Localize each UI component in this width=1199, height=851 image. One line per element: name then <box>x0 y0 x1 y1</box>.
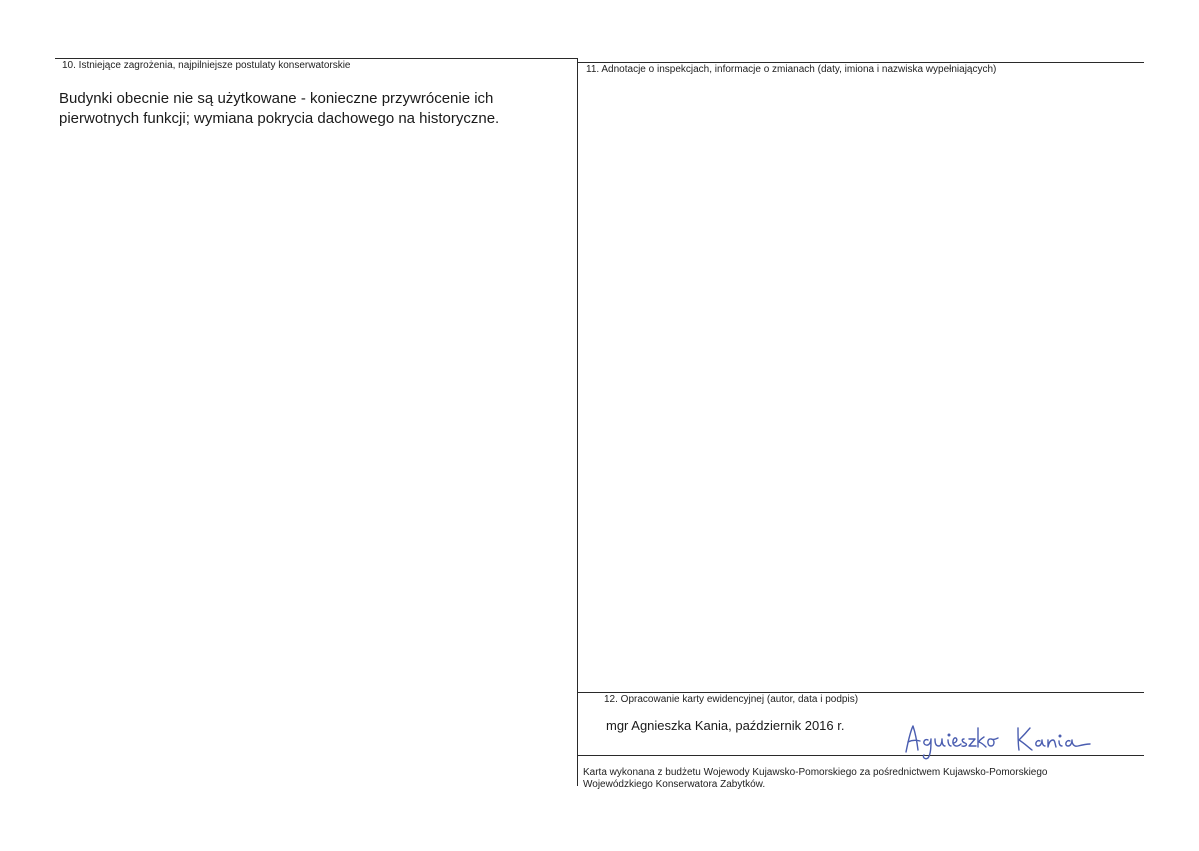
author-line: mgr Agnieszka Kania, październik 2016 r. <box>606 718 845 733</box>
handwritten-signature <box>898 722 1098 762</box>
section10-content-line1: Budynki obecnie nie są użytkowane - konieczne przywrócenie ich <box>59 90 494 107</box>
section10-content-line2: pierwotnych funkcji; wymiana pokrycia dachowego na historyczne. <box>59 110 500 127</box>
section11-label: 11. Adnotacje o inspekcjach, informacje o zmianach (daty, imiona i nazwiska wypełniających) <box>586 64 997 75</box>
funding-note-line1: Karta wykonana z budżetu Wojewody Kujawsko-Pomorskiego za pośrednictwem Kujawsko-Pomorskiego <box>583 767 1048 778</box>
section10-label: 10. Istniejące zagrożenia, najpilniejsze postulaty konserwatorskie <box>62 60 351 71</box>
section12-label: 12. Opracowanie karty ewidencyjnej (autor, data i podpis) <box>604 694 859 705</box>
column-divider <box>577 58 578 786</box>
funding-note-line2: Wojewódzkiego Konserwatora Zabytków. <box>583 779 766 790</box>
section12-rule <box>578 692 1144 693</box>
top-rule-left <box>55 58 578 59</box>
top-rule-right <box>578 62 1144 63</box>
